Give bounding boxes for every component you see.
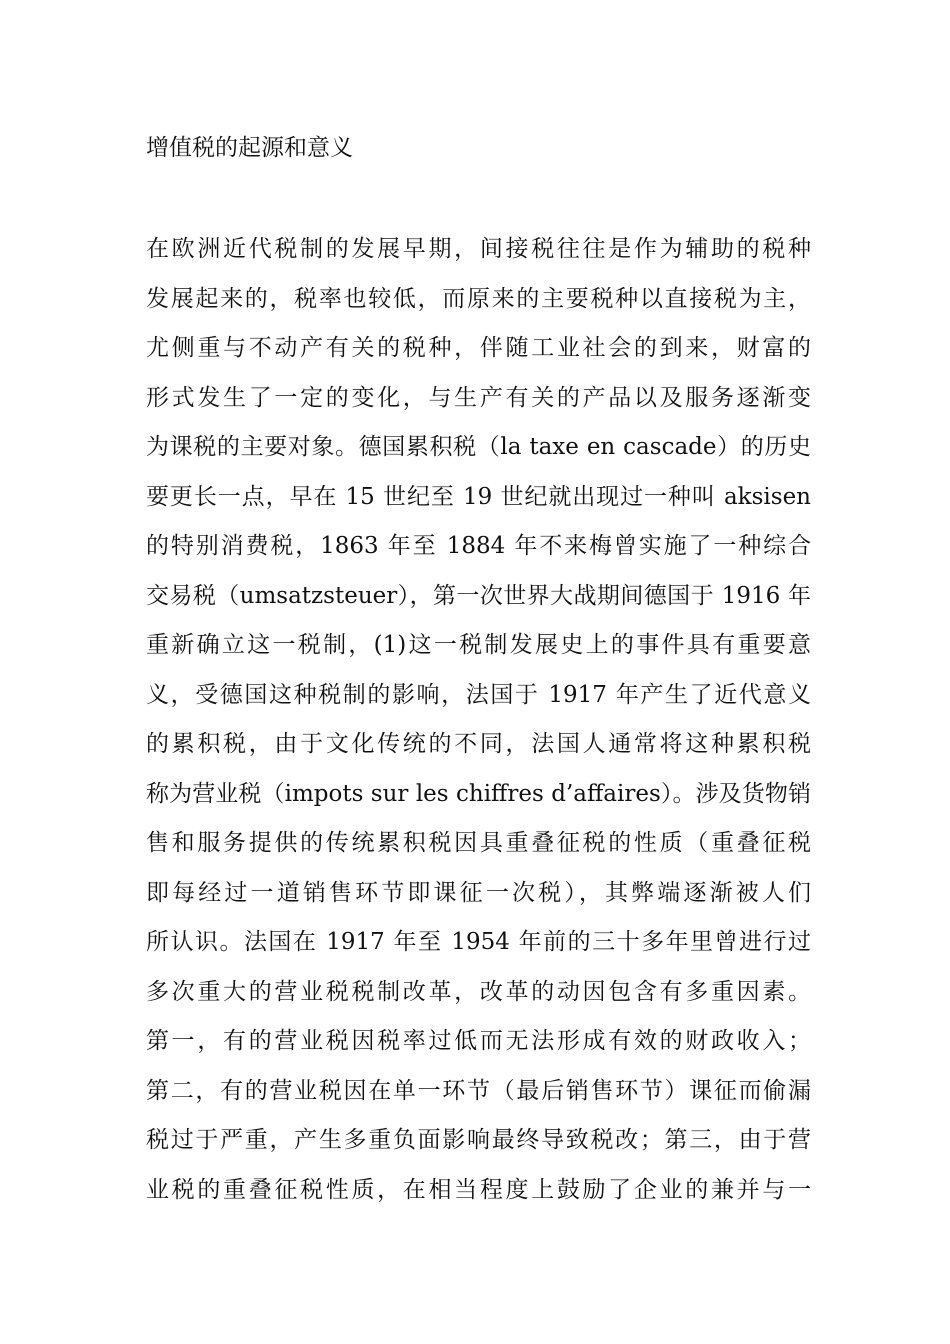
body-line: 所认识。法国在 1917 年至 1954 年前的三十多年里曾进行过: [146, 929, 811, 955]
body-line: 重新确立这一税制，(1)这一税制发展史上的事件具有重要意: [146, 632, 811, 658]
body-line: 税过于严重，产生多重负面影响最终导致税改；第三，由于营: [146, 1127, 811, 1153]
body-line: 多次重大的营业税税制改革，改革的动因包含有多重因素。: [146, 978, 811, 1005]
body-line: 第二，有的营业税因在单一环节（最后销售环节）课征而偷漏: [146, 1077, 811, 1104]
body-line: 即每经过一道销售环节即课征一次税），其弊端逐渐被人们: [146, 879, 811, 906]
body-line: 业税的重叠征税性质，在相当程度上鼓励了企业的兼并与一: [146, 1176, 811, 1203]
body-line: 售和服务提供的传统累积税因具重叠征税的性质（重叠征税: [146, 830, 811, 856]
body-line: 尤侧重与不动产有关的税种，伴随工业社会的到来，财富的: [146, 335, 811, 361]
body-line: 在欧洲近代税制的发展早期，间接税往往是作为辅助的税种: [146, 236, 811, 262]
body-line: 交易税（umsatzsteuer），第一次世界大战期间德国于 1916 年: [146, 582, 811, 609]
body-line: 的特别消费税，1863 年至 1884 年不来梅曾实施了一种综合: [146, 533, 811, 559]
body-line: 第一，有的营业税因税率过低而无法形成有效的财政收入；: [146, 1028, 811, 1054]
body-line: 义，受德国这种税制的影响，法国于 1917 年产生了近代意义: [146, 681, 811, 708]
body-line: 的累积税，由于文化传统的不同，法国人通常将这种累积税: [146, 731, 811, 757]
body-line: 为课税的主要对象。德国累积税（la taxe en cascade）的历史: [146, 434, 811, 460]
body-line: 称为营业税（impots sur les chiffres d’affaires）。涉及货物销: [146, 780, 811, 807]
body-line: 形式发生了一定的变化，与生产有关的产品以及服务逐渐变: [146, 384, 811, 411]
document-body: [146, 231, 811, 1221]
body-line: 发展起来的，税率也较低，而原来的主要税种以直接税为主，: [146, 285, 811, 312]
body-line: 要更长一点，早在 15 世纪至 19 世纪就出现过一种叫 aksisen: [146, 483, 811, 510]
document-title: 增值税的起源和意义: [146, 135, 353, 161]
